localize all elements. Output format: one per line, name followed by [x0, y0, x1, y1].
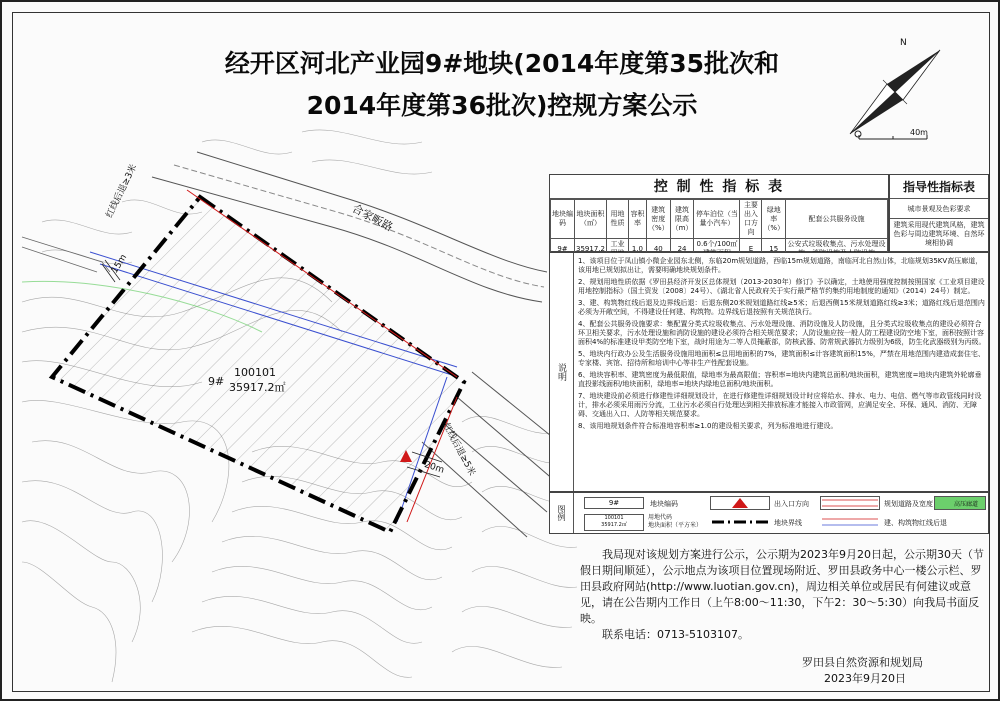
note-item: 2、规划用地性质依据《罗田县经济开发区总体规划（2013-2030年）修订》予以确定，土地使用强度控制按照国家《工业项目建设用地控制指标》（国土资发〔2008〕24号）、《湖北省人民政府关于实行最严格节约集约用地制度的通知》（2014）24号）制定。 — [578, 278, 985, 295]
td-density: 40 — [646, 239, 670, 260]
note-item: 8、该用地规划条件符合标准地容积率≥1.0的建设相关要求，列为标准地进行建设。 — [578, 422, 838, 430]
legend-text-boundary: 地块界线 — [774, 519, 802, 527]
setback-right-dim: 20m — [422, 460, 446, 476]
note-item: 1、该项目位于凤山镇小微企业园东北侧，东临20m规划道路，西临15m规划道路，南临河北自然山体，北临规划35KV高压廊道，该用地已规划拟出让，需要明确地块规划条件。 — [578, 257, 983, 274]
td-parking: 0.6个/100㎡ — [694, 239, 740, 260]
th-height: 建筑限高（m） — [670, 200, 694, 239]
guide-table-header: 城市景观及色彩要求 — [890, 199, 988, 219]
note-item: 3、建、构筑物红线后退及边界线后退：后退东侧20米规划道路红线≥5米；后退西侧15米规划道路红线≥3米；道路红线后退范围内必须为开敞空间，不得建设任何建、构筑物。边界线后退按照有关规范执行。 — [578, 299, 985, 316]
notice-contact: 联系电话：0713-5103107。 — [602, 628, 749, 641]
td-green: 15 — [762, 239, 786, 260]
notes-list — [578, 257, 986, 431]
td-code: 9# — [551, 239, 575, 260]
th-area: 地块面积（㎡） — [575, 200, 607, 239]
legend-text-road: 规划道路及宽度 — [884, 500, 933, 508]
notice-org: 罗田县自然资源和规划局 — [802, 656, 923, 669]
note-item: 6、地块容积率、建筑密度为最低限值，绿地率为最高限值；容积率=地块内建筑总面积/地块面积，建筑密度=地块内建筑外轮廓垂直投影线面积/地块面积，绿地率=地块内绿地总面积/地块面积。 — [578, 371, 982, 388]
public-notice — [580, 547, 990, 643]
note-item: 5、地块内行政办公及生活服务设施用地面积≤总用地面积的7%，建筑面积≤计容建筑面积15%，严禁在用地范围内建造成套住宅、专家楼、宾馆、招待所和培训中心等非生产性配套设施。 — [578, 350, 985, 367]
guide-table-title: 指导性指标表 — [890, 175, 988, 199]
legend-road-icon — [820, 496, 880, 510]
plot-code: 100101 — [234, 366, 276, 379]
legend-text-redline: 建、构筑物红线后退 — [884, 519, 947, 527]
legend-text-hv: 高压廊道 — [954, 501, 979, 508]
legend-symbol-code: 9# — [584, 497, 644, 509]
legend-symbol-usecode — [584, 514, 644, 531]
legend-label: 图例 — [550, 493, 574, 533]
legend-usecode-texts — [648, 514, 702, 530]
td-entrance: E — [740, 239, 762, 260]
td-use: 工业 — [606, 239, 628, 260]
north-label: N — [900, 38, 907, 48]
th-green: 绿地率（%） — [762, 200, 786, 239]
scale-label: 40m — [910, 128, 928, 137]
notes-label: 说明 — [550, 253, 574, 491]
setback-right-label: 红线后退≥5米 — [440, 421, 477, 478]
th-code: 地块编码 — [551, 200, 575, 239]
th-entrance: 主要出入口方向 — [740, 200, 762, 239]
legend-redline-icon — [820, 515, 880, 529]
legend-box — [549, 492, 989, 534]
title-line-1: 经开区河北产业园9#地块(2014年度第35批次和 — [224, 49, 780, 78]
th-facilities: 配套公共服务设施 — [786, 200, 888, 239]
control-table-header — [551, 200, 888, 239]
notice-date: 2023年9月20日 — [824, 672, 906, 685]
legend-boundary-icon — [710, 515, 770, 529]
north-arrow-icon — [850, 50, 940, 137]
note-item: 4、配套公共服务设施要求：集配置分类式垃圾收集点、污水处理设施、消防设施及人防设施，且分类式垃圾收集点的建设必须符合环卫相关要求，污水处理设施和消防设施的建设必须符合相关规范要求；人防设施应按一般人防工程建设防空地下室，面积按照计容面积4%的标准建设甲类防空地下室，战时用途为二等人员掩蔽部，防核武器、防常规武器抗力级别为6级，防生化武器级别为丙级。 — [578, 320, 986, 346]
td-facilities: 公安式垃圾收集点、污水处理设 — [786, 239, 888, 260]
th-density: 建筑密度（%） — [646, 200, 670, 239]
legend-text-usecode: 用地代码 — [648, 514, 673, 521]
title-line-2: 2014年度第36批次)控规方案公示 — [306, 91, 698, 120]
legend-text-arrow: 出入口方向 — [774, 500, 809, 508]
guide-table-value: 建筑采用现代建筑风格，建筑色彩与周边建筑环境、自然环境相协调 — [893, 221, 985, 247]
parcel-hatch — [52, 197, 464, 532]
notice-body: 我局现对该规划方案进行公示，公示期为2023年9月20日起，公示期30天（节假日期间顺延），公示地点为该项目位置现场附近、罗田县政务中心一楼公示栏、罗田县政府网站(http://www.luotian.gov.cn)，周边相关单位或居民有何建议或意见，请在公告期内工作日（上午8:00～11:30，下午2：30～5:30）向我局书面反映。 — [580, 548, 984, 625]
guide-table — [889, 174, 989, 252]
plot-label: 9# — [208, 375, 225, 388]
setback-left-label: 红线后退≥3米 — [104, 162, 140, 220]
legend-sub2: 35917.2㎡ — [601, 522, 627, 528]
td-far: 1.0 — [628, 239, 646, 260]
th-far: 容积率 — [628, 200, 646, 239]
notes-box — [549, 252, 989, 492]
legend-text-usecode-sub: 地块面积（平方米） — [648, 522, 703, 529]
legend-sub1: 100101 — [604, 515, 624, 521]
td-height: 24 — [670, 239, 694, 260]
legend-arrow-icon — [710, 496, 770, 510]
control-table — [549, 174, 889, 252]
control-table-title: 控 制 性 指 标 表 — [550, 175, 888, 199]
plot-area: 35917.2㎡ — [229, 381, 286, 394]
legend-text-code: 地块编码 — [650, 500, 678, 508]
th-parking: 停车泊位（当量小汽车） — [694, 200, 740, 239]
road-label: 合家畈路 — [349, 201, 395, 234]
th-use: 用地性质 — [606, 200, 628, 239]
note-item: 7、地块建设前必须进行修建性详细规划设计，在进行修建性详细规划设计时应将给水、排水、电力、电信、燃气等市政管线同时设计，排水必须采用雨污分流，工业污水必须自行处理达到相关排放标准才能接入市政管网，应满足安全、环保、通风、消防、无障碍、交通出入口、人防等相关规范要求。 — [578, 392, 982, 418]
setback-left-dim: 15m — [110, 252, 130, 276]
td-area: 35917.2 — [575, 239, 607, 260]
